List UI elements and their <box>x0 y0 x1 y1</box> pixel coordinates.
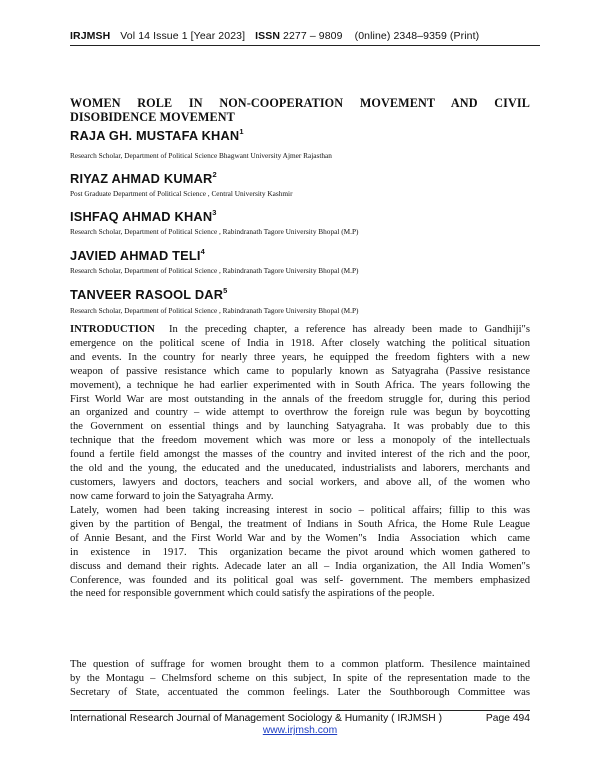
paragraph-line: weapon of passive resistance which came to popularly known as Satyagraha (Passive resistance <box>70 365 530 377</box>
author-name: TANVEER RASOOL DAR$^5$ <box>70 286 228 302</box>
paragraph-line: The question of suffrage for women brought them to a common platform. Thesilence maintained <box>70 659 530 670</box>
paragraph-line: Secretary of State, accentuated the common feelings. Later the Southborough Committee was <box>70 686 530 698</box>
author-name: ISHFAQ AHMAD KHAN$^3$ <box>70 208 217 224</box>
issn-values: 2277 – 9809 (0nline) 2348–9359 (Print) <box>283 30 480 42</box>
author-affiliation: Research Scholar, Department of Political Science , Rabindranath Tagore University Bhopal (M.P) <box>70 306 359 315</box>
author-name: RAJA GH. MUSTAFA KHAN$^1$ <box>70 127 244 143</box>
article-title <box>70 96 530 124</box>
paragraph-line: Conference, was founded and its political goal was self- government. The members emphasized <box>70 574 530 586</box>
author-affiliation: Research Scholar, Department of Political Science , Rabindranath Tagore University Bhopal (M.P) <box>70 227 359 236</box>
journal-website-link[interactable]: www.irjmsh.com <box>262 725 338 736</box>
paragraph-line: now came forward to join the Satyagraha Army. <box>70 490 274 502</box>
paragraph-line: emergence on the political scene of India in 1918. After closely watching the political situation <box>70 337 530 349</box>
title-line: WOMEN ROLE IN NON-COOPERATION MOVEMENT AND CIVIL <box>70 96 530 110</box>
journal-abbr: IRJMSH <box>70 30 111 42</box>
paragraph-line: and events. In the country for nearly three years, he equipped the freedom fighters with a new <box>70 351 530 363</box>
paragraph-line: found a fertile field amongst the masses of the country and invited interest of the rich and the poor, <box>70 449 530 461</box>
section-heading: INTRODUCTION <box>70 324 155 335</box>
paragraph-line: First World War are most outstanding in the annals of the freedom struggle for, during this period <box>70 393 530 405</box>
body-paragraph <box>70 504 530 601</box>
paragraph-line: technique that the freedom movement which was more or less a monopoly of the intellectuals <box>70 435 530 447</box>
paragraph-line: movement), a technique he had earlier experimented with in South Africa. The years following the <box>70 379 530 391</box>
page-number: Page 494 <box>485 713 530 724</box>
author-affiliation: Research Scholar, Department of Political Science , Rabindranath Tagore University Bhopal (M.P) <box>70 266 359 275</box>
paragraph-line: by the Montagu – Chelmsford scheme on this subject, In spite of the representation made to the <box>70 672 530 684</box>
paragraph-line: in existence in 1917. This organization became the pivot around which women gathered to <box>70 546 530 558</box>
body-paragraph <box>70 658 530 700</box>
paragraph-line: INTRODUCTION In the preceding chapter, a reference has already been made to Gandhiji"s <box>70 324 530 335</box>
paragraph-line: an organized and country – wide attempt to overthrow the foreign rule was begun by boycotting <box>70 407 530 419</box>
running-header <box>70 30 540 46</box>
paragraph-line: discuss and demand their rights. Adecade later an all – India organization, the All India Women"s <box>70 560 530 572</box>
issn-label: ISSN <box>255 30 281 42</box>
paragraph-line: the old and the young, the educated and the uneducated, industrialists and laborers, merchants and <box>70 463 530 475</box>
paragraph-line: the Government on essential things and by launching Satyagraha. It was probably due to this <box>70 421 530 433</box>
paragraph-line: given by the partition of Bengal, the treatment of Indians in South Africa, the Home Rule League <box>70 518 530 530</box>
author-affiliation: Post Graduate Department of Political Science , Central University Kashmir <box>70 189 293 198</box>
author-name: RIYAZ AHMAD KUMAR$^2$ <box>70 170 217 186</box>
paragraph-line: the need for responsible government which could satisfy the aspirations of the people. <box>70 588 435 600</box>
paragraph-line: customers, lawyers and doctors, teachers and social workers, and above all, of the women who <box>70 476 530 488</box>
page-footer <box>70 710 530 736</box>
journal-full-name: International Research Journal of Management Sociology & Humanity ( IRJMSH ) <box>70 713 443 724</box>
paragraph-line: Lately, women had been taking increasing interest in socio – political affairs; fillip to this was <box>70 505 530 516</box>
author-affiliation: Research Scholar, Department of Political Science Bhagwant University Ajmer Rajasthan <box>70 151 332 160</box>
paragraph-line: of Annie Besant, and the First World War and by the Women"s India Association which came <box>70 532 530 544</box>
title-line: DISOBIDENCE MOVEMENT <box>70 110 235 124</box>
volume-info: Vol 14 Issue 1 [Year 2023] <box>120 30 246 42</box>
introduction-paragraph <box>70 323 530 504</box>
author-name: JAVIED AHMAD TELI$^4$ <box>70 247 206 263</box>
